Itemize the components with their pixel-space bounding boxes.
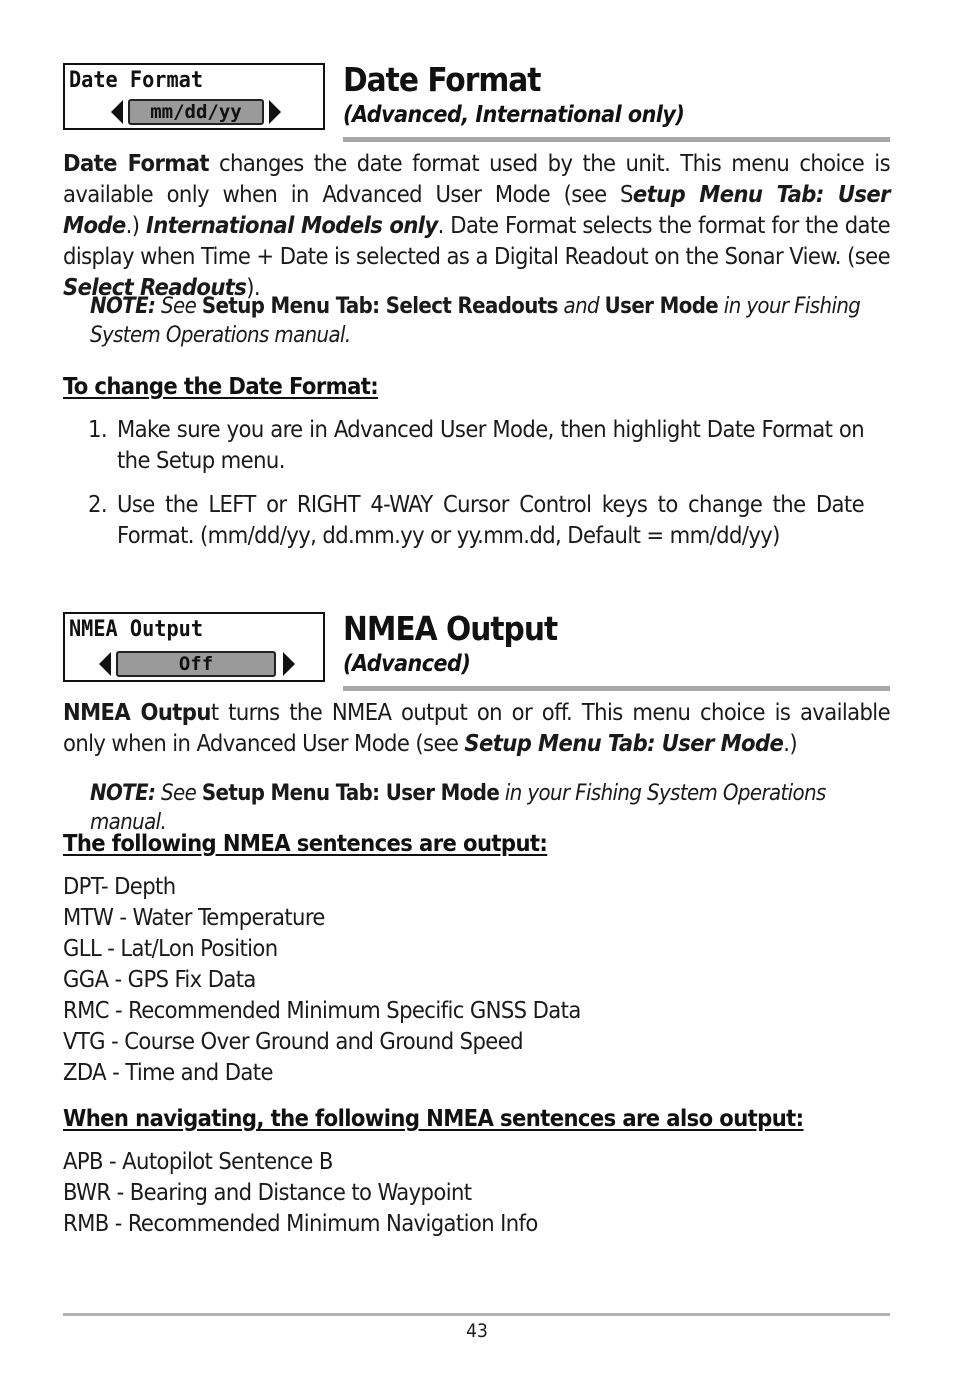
left-arrow-icon — [111, 100, 123, 124]
right-arrow-icon — [269, 100, 281, 124]
nmea-output-note-text-2: in your Fishing System Operations manual. — [90, 781, 826, 835]
list-item: GLL - Lat/Lon Position — [63, 934, 278, 962]
date-format-note-text-2: and — [557, 294, 605, 319]
date-format-rule — [343, 137, 890, 142]
list-item: DPT- Depth — [63, 872, 176, 900]
footer-rule — [63, 1313, 890, 1316]
date-format-text-2: .) — [125, 211, 146, 239]
list-item: VTG - Course Over Ground and Ground Speed — [63, 1027, 523, 1055]
nmea-output-subtitle: (Advanced) — [343, 651, 471, 677]
date-format-link-international: International Models only — [145, 211, 438, 239]
nmea-output-title: NMEA Output — [343, 609, 558, 648]
procedure-step — [88, 414, 864, 476]
list-item: GGA - GPS Fix Data — [63, 965, 256, 993]
date-format-note-text-3: in your Fishing System Operations manual. — [90, 294, 861, 348]
date-format-link-select-readouts: Select Readouts — [63, 273, 247, 301]
date-format-text-4: ). — [246, 273, 261, 301]
list-item: ZDA - Time and Date — [63, 1058, 273, 1086]
nmea-output-lead: NMEA Outpu — [63, 698, 211, 726]
date-format-note-text-1: See — [155, 294, 202, 319]
date-format-note — [90, 292, 865, 350]
left-arrow-icon — [99, 652, 111, 676]
nmea-nav-sentences-heading: When navigating, the following NMEA sentences are also output: — [63, 1104, 804, 1132]
date-format-note-ref-1: Setup Menu Tab: Select Readouts — [201, 294, 558, 319]
nmea-output-text-2: .) — [783, 729, 798, 757]
list-item: BWR - Bearing and Distance to Waypoint — [63, 1178, 472, 1206]
nmea-nav-sentences-list — [63, 1146, 538, 1239]
date-format-subtitle: (Advanced, International only) — [343, 102, 685, 128]
step-number: 2. — [88, 490, 107, 518]
procedure-step — [88, 489, 864, 551]
nmea-output-link-user-mode: Setup Menu Tab: User Mode — [464, 729, 784, 757]
date-format-description — [63, 148, 890, 303]
nmea-output-value-row — [99, 651, 299, 677]
date-format-note-label: NOTE: — [90, 294, 156, 319]
nmea-sentences-heading: The following NMEA sentences are output: — [63, 829, 548, 857]
list-item: RMC - Recommended Minimum Specific GNSS Data — [63, 996, 581, 1024]
step-text: Make sure you are in Advanced User Mode, then highlight Date Format on the Setup menu. — [117, 415, 864, 474]
step-text: Use the LEFT or RIGHT 4-WAY Cursor Control keys to change the Date Format. (mm/dd/yy, dd.mm.yy or yy.mm.dd, Default = mm/dd/yy) — [117, 490, 864, 549]
date-format-note-ref-2: User Mode — [604, 294, 719, 319]
date-format-menu-title: Date Format — [69, 68, 204, 93]
list-item: APB - Autopilot Sentence B — [63, 1147, 333, 1175]
date-format-text-3: . Date Format selects the format for the date display when Time + Date is selected as a Digital Readout on the Sonar View. (see — [63, 211, 890, 270]
date-format-text-1: changes the date format used by the unit. This menu choice is available only when in Advanced User Mode (see S — [63, 149, 891, 208]
nmea-output-rule — [343, 686, 890, 691]
date-format-link-user-mode: etup Menu Tab: User Mode — [63, 180, 890, 239]
nmea-output-description — [63, 697, 890, 759]
nmea-output-note-label: NOTE: — [90, 781, 156, 806]
date-format-value: mm/dd/yy — [128, 99, 264, 125]
list-item: MTW - Water Temperature — [63, 903, 325, 931]
date-format-title: Date Format — [343, 60, 541, 99]
nmea-output-note-ref-1: Setup Menu Tab: User Mode — [201, 781, 500, 806]
nmea-output-menu-widget — [63, 612, 325, 682]
nmea-sentences-list — [63, 871, 581, 1088]
date-format-lead: Date Format — [63, 149, 209, 177]
nmea-output-text-1: t turns the NMEA output on or off. This menu choice is available only when in Advanced User Mode (see — [63, 698, 890, 757]
right-arrow-icon — [283, 652, 295, 676]
date-format-value-row — [111, 99, 283, 125]
page-number: 43 — [466, 1320, 488, 1342]
date-format-menu-widget — [63, 63, 325, 130]
list-item: RMB - Recommended Minimum Navigation Info — [63, 1209, 538, 1237]
step-number: 1. — [88, 415, 107, 443]
nmea-output-menu-title: NMEA Output — [69, 617, 204, 642]
nmea-output-value: Off — [116, 651, 276, 677]
nmea-output-note-text-1: See — [155, 781, 202, 806]
date-format-procedure-heading: To change the Date Format: — [63, 372, 379, 400]
